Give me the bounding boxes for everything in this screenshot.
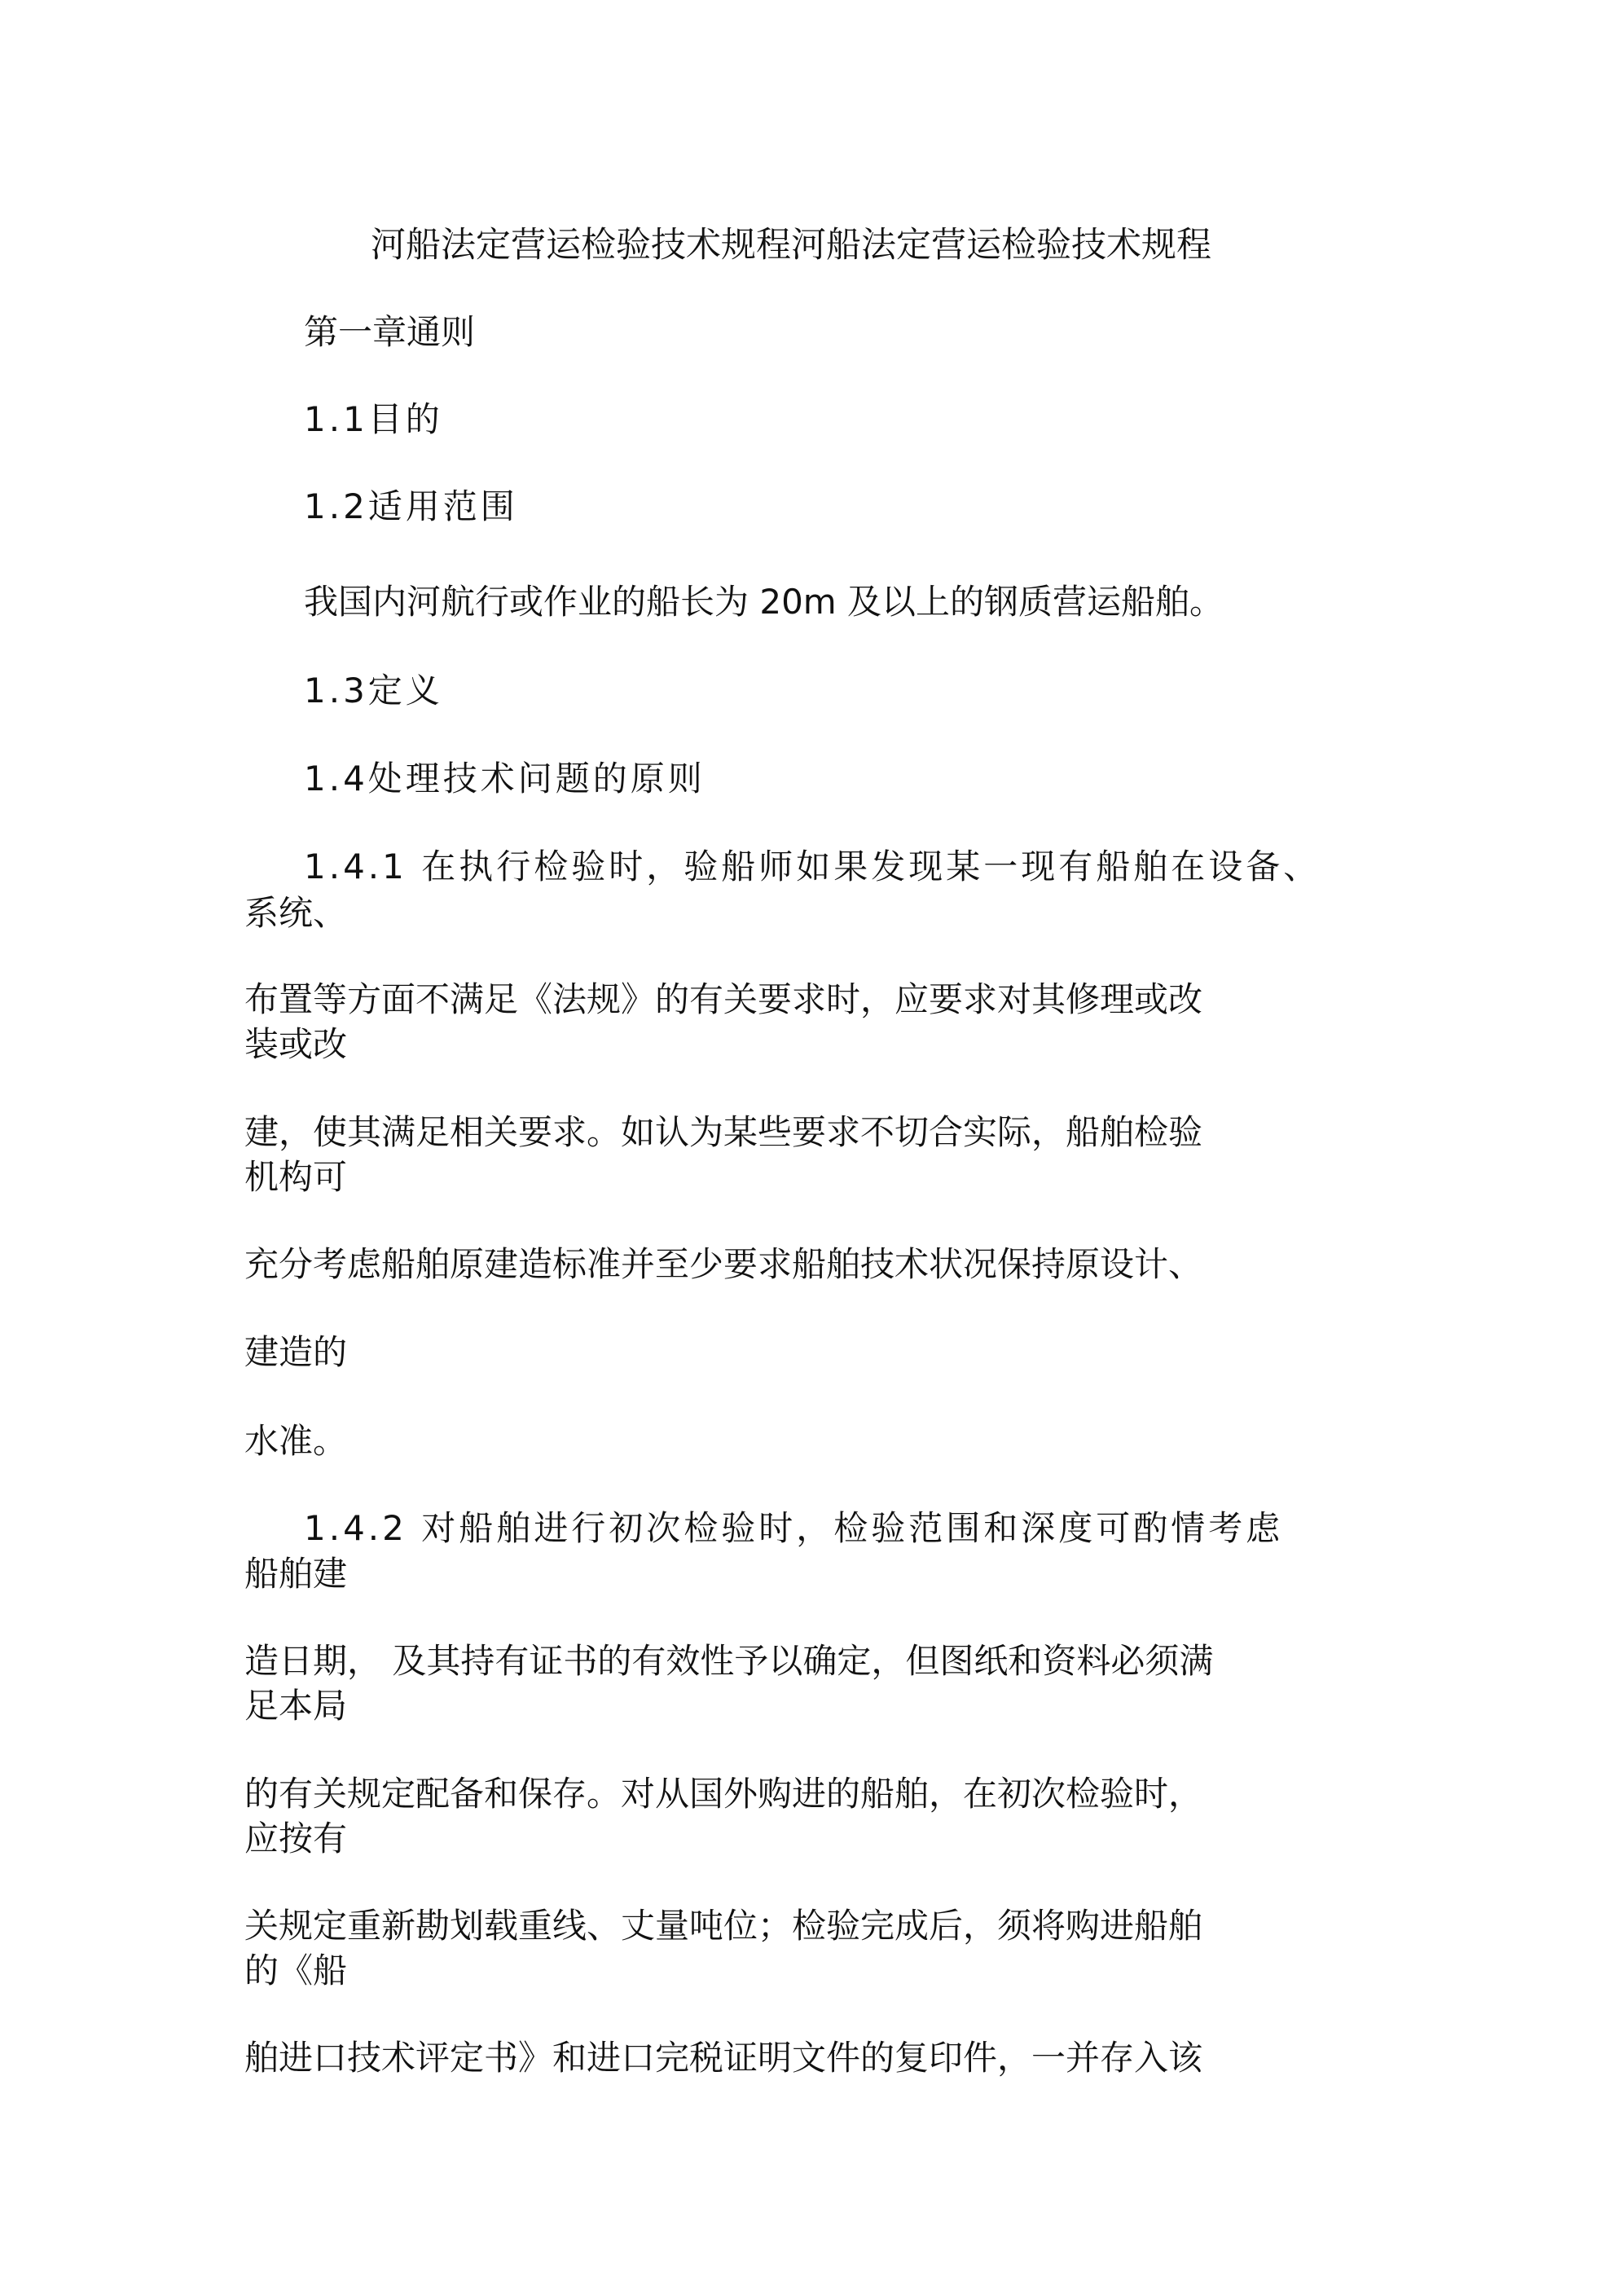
paragraph-line: 的有关规定配备和保存。对从国外购进的船舶，在初次检验时， xyxy=(244,1774,1203,1814)
paragraph-line: 充分考虑船舶原建造标准并至少要求船舶技术状况保持原设计、 xyxy=(244,1244,1203,1284)
paragraph-line: 船舶建 xyxy=(244,1554,348,1594)
paragraph-line: 系统、 xyxy=(244,893,348,933)
paragraph-line: 舶进口技术评定书》和进口完税证明文件的复印件，一并存入该 xyxy=(244,2038,1203,2078)
paragraph-line: 建，使其满足相关要求。如认为某些要求不切合实际，船舶检验 xyxy=(244,1112,1203,1152)
paragraph-line: 1.4.1 在执行检验时，验船师如果发现某一现有船舶在设备、 xyxy=(304,847,1321,886)
section-heading-1-2: 1.2适用范围 xyxy=(304,486,518,526)
section-heading-1-4: 1.4处理技术问题的原则 xyxy=(304,759,706,798)
paragraph-line: 装或改 xyxy=(244,1024,348,1064)
paragraph-line: 建造的 xyxy=(244,1332,348,1372)
paragraph-line: 造日期， 及其持有证书的有效性予以确定，但图纸和资料必须满 xyxy=(244,1641,1214,1681)
section-heading-1-3: 1.3定义 xyxy=(304,671,443,710)
paragraph-line: 水准。 xyxy=(244,1421,348,1461)
paragraph-line: 布置等方面不满足《法规》的有关要求时，应要求对其修理或改 xyxy=(244,979,1203,1019)
paragraph-line: 应按有 xyxy=(244,1819,348,1858)
paragraph-line: 足本局 xyxy=(244,1686,348,1726)
paragraph-line: 关规定重新勘划载重线、丈量吨位；检验完成后，须将购进船舶 xyxy=(244,1906,1203,1946)
chapter-heading: 第一章通则 xyxy=(304,312,476,352)
paragraph-line: 机构可 xyxy=(244,1157,348,1197)
paragraph-line: 1.4.2 对船舶进行初次检验时，检验范围和深度可酌情考虑 xyxy=(304,1508,1284,1548)
section-heading-1-1: 1.1目的 xyxy=(304,399,443,439)
paragraph-line: 的《船 xyxy=(244,1951,348,1990)
scope-paragraph: 我国内河航行或作业的船长为 20m 及以上的钢质营运船舶。 xyxy=(304,582,1224,622)
document-title: 河船法定营运检验技术规程河船法定营运检验技术规程 xyxy=(371,225,1211,266)
